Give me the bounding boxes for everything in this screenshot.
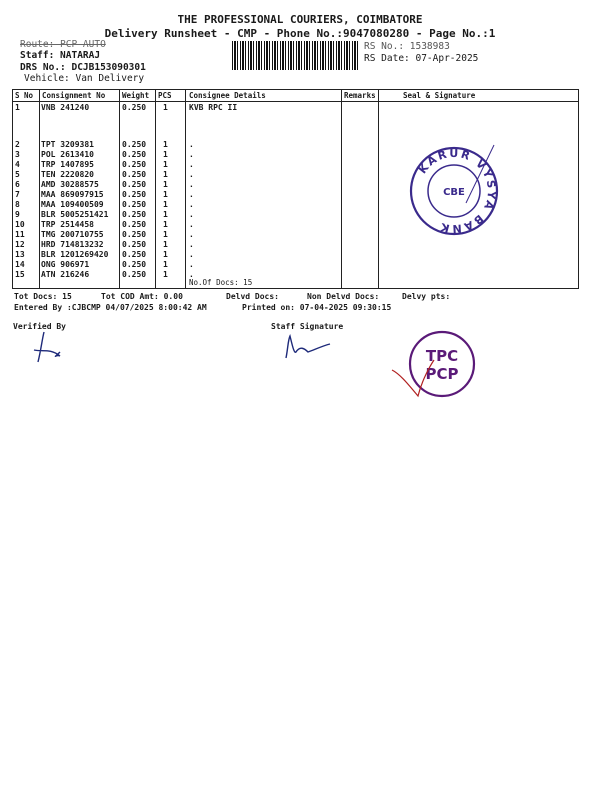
- cell-pcs: 1: [163, 103, 168, 112]
- col-consignment: Consignment No: [42, 91, 106, 100]
- rs-date: RS Date: 07-Apr-2025: [364, 53, 479, 64]
- delvd-docs: Delvd Docs:: [226, 292, 279, 301]
- staff-signature-label: Staff Signature: [271, 322, 344, 331]
- runsheet-title: Delivery Runsheet - CMP - Phone No.:9047080280 - Page No.:1: [104, 27, 496, 40]
- cell-weight: 0.250: [122, 260, 147, 269]
- cell-consignee: .: [189, 240, 194, 249]
- cell-weight: 0.250: [122, 250, 147, 259]
- cell-weight: 0.250: [122, 270, 147, 279]
- cell-consignment: TRP 1407895: [41, 160, 94, 169]
- table-row: [13, 240, 391, 250]
- cell-consignment: TEN 2220820: [41, 170, 94, 179]
- cell-weight: 0.250: [122, 200, 147, 209]
- cell-pcs: 1: [163, 210, 168, 219]
- cell-consignee: .: [189, 220, 194, 229]
- tpc-stamp-line2: PCP: [425, 365, 459, 383]
- cell-sno: 3: [15, 150, 20, 159]
- staff-label: Staff: NATARAJ: [20, 50, 101, 61]
- table-row: [13, 190, 391, 200]
- cell-consignment: POL 2613410: [41, 150, 94, 159]
- cell-sno: 11: [15, 230, 25, 239]
- printed-on: Printed on: 07-04-2025 09:30:15: [242, 303, 392, 312]
- verifier-signature: [30, 330, 70, 366]
- cell-sno: 2: [15, 140, 20, 149]
- table-row: [13, 140, 391, 150]
- route-label: Route: PCP AUTO: [20, 39, 106, 50]
- cell-consignee: .: [189, 180, 194, 189]
- cell-pcs: 1: [163, 160, 168, 169]
- cell-consignee: .: [189, 210, 194, 219]
- cell-consignee: .: [189, 150, 194, 159]
- table-row: [13, 103, 391, 113]
- cell-weight: 0.250: [122, 180, 147, 189]
- cell-consignment: TRP 2514458: [41, 220, 94, 229]
- cell-consignment: BLR 1201269420: [41, 250, 109, 259]
- cell-sno: 6: [15, 180, 20, 189]
- cell-consignee: .: [189, 270, 194, 279]
- cell-weight: 0.250: [122, 160, 147, 169]
- vehicle-label: Vehicle: Van Delivery: [24, 73, 145, 84]
- cell-consignee: .: [189, 200, 194, 209]
- cell-sno: 12: [15, 240, 25, 249]
- cell-pcs: 1: [163, 250, 168, 259]
- cell-consignment: TMG 200710755: [41, 230, 104, 239]
- cell-sno: 5: [15, 170, 20, 179]
- cell-pcs: 1: [163, 240, 168, 249]
- cell-consignee: .: [189, 140, 194, 149]
- cell-weight: 0.250: [122, 240, 147, 249]
- cell-consignee: .: [189, 160, 194, 169]
- cell-consignment: AMD 30288575: [41, 180, 99, 189]
- bank-stamp: [406, 143, 502, 239]
- table-row: [13, 220, 391, 230]
- table-row: [13, 170, 391, 180]
- cell-pcs: 1: [163, 260, 168, 269]
- staff-signature: [282, 332, 332, 362]
- verified-by-label: Verified By: [13, 322, 66, 331]
- cell-pcs: 1: [163, 220, 168, 229]
- cell-pcs: 1: [163, 170, 168, 179]
- cell-consignment: ONG 906971: [41, 260, 90, 269]
- entered-by: Entered By :CJBCMP 04/07/2025 8:00:42 AM: [14, 303, 207, 312]
- cell-weight: 0.250: [122, 150, 147, 159]
- cell-consignee: .: [189, 250, 194, 259]
- table-row: [13, 160, 391, 170]
- cell-consignment: TPT 3209381: [41, 140, 94, 149]
- delvy-pts: Delvy pts:: [402, 292, 451, 301]
- cell-weight: 0.250: [122, 103, 147, 112]
- cell-weight: 0.250: [122, 220, 147, 229]
- cell-consignment: VNB 241240: [41, 103, 90, 112]
- no-of-docs: No.Of Docs: 15: [189, 278, 253, 287]
- cell-weight: 0.250: [122, 170, 147, 179]
- tpc-stamp: [390, 330, 486, 400]
- table-row: [13, 210, 391, 220]
- cell-consignment: ATN 216246: [41, 270, 90, 279]
- cell-consignee: KVB RPC II: [189, 103, 238, 112]
- cell-sno: 1: [15, 103, 20, 112]
- table-row: [13, 150, 391, 160]
- tot-cod: Tot COD Amt: 0.00: [101, 292, 183, 301]
- cell-consignment: MAA 869097915: [41, 190, 104, 199]
- cell-pcs: 1: [163, 190, 168, 199]
- table-row: [13, 250, 391, 260]
- bank-stamp-text: KARUR VYSYA BANK: [415, 146, 499, 236]
- cell-pcs: 1: [163, 200, 168, 209]
- cell-consignee: .: [189, 170, 194, 179]
- cell-sno: 13: [15, 250, 25, 259]
- cell-pcs: 1: [163, 140, 168, 149]
- cell-sno: 8: [15, 200, 20, 209]
- table-row: [13, 180, 391, 190]
- cell-sno: 14: [15, 260, 25, 269]
- cell-weight: 0.250: [122, 190, 147, 199]
- company-title: THE PROFESSIONAL COURIERS, COIMBATORE: [177, 13, 423, 26]
- cell-consignment: HRD 714813232: [41, 240, 104, 249]
- table-row: [13, 200, 391, 210]
- cell-weight: 0.250: [122, 140, 147, 149]
- cell-sno: 15: [15, 270, 25, 279]
- cell-sno: 7: [15, 190, 20, 199]
- cell-sno: 9: [15, 210, 20, 219]
- tot-docs: Tot Docs: 15: [14, 292, 72, 301]
- col-remarks: Remarks: [344, 91, 376, 100]
- drs-number: DRS No.: DCJB153090301: [20, 62, 146, 73]
- bank-stamp-center: CBE: [443, 187, 465, 198]
- cell-pcs: 1: [163, 270, 168, 279]
- col-pcs: PCS: [158, 91, 172, 100]
- cell-sno: 10: [15, 220, 25, 229]
- rs-number: RS No.: 1538983: [364, 41, 450, 52]
- cell-sno: 4: [15, 160, 20, 169]
- table-row: [13, 260, 391, 270]
- cell-consignment: MAA 109400509: [41, 200, 104, 209]
- col-seal-signature: Seal & Signature: [403, 91, 476, 100]
- col-consignee: Consignee Details: [189, 91, 266, 100]
- table-row: [13, 230, 391, 240]
- non-delvd-docs: Non Delvd Docs:: [307, 292, 380, 301]
- cell-consignee: .: [189, 190, 194, 199]
- cell-pcs: 1: [163, 150, 168, 159]
- cell-pcs: 1: [163, 230, 168, 239]
- cell-weight: 0.250: [122, 230, 147, 239]
- col-weight: Weight: [122, 91, 150, 100]
- cell-consignee: .: [189, 260, 194, 269]
- cell-weight: 0.250: [122, 210, 147, 219]
- cell-consignment: BLR 5005251421: [41, 210, 109, 219]
- col-sno: S No: [15, 91, 34, 100]
- tpc-stamp-line1: TPC: [425, 347, 459, 365]
- cell-consignee: .: [189, 230, 194, 239]
- cell-pcs: 1: [163, 180, 168, 189]
- barcode: [232, 41, 358, 70]
